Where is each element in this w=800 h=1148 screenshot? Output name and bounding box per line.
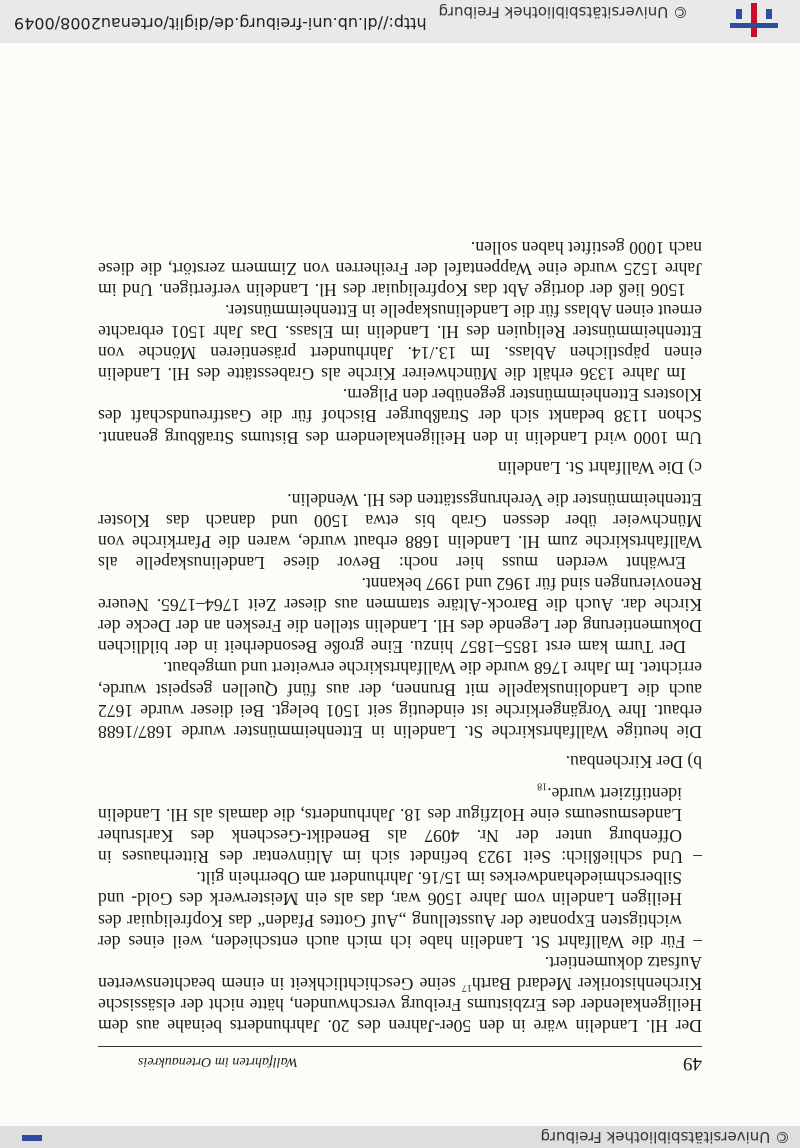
paragraph-kirchenbau: Die heutige Wallfahrtskirche St. Landelin in Ettenheimmünster wurde 1687/1688 erbaut. Ihre Vorgängerkirche ist eindeutig seit 1501 belegt. Bei dieser wurde 1672 auch die Landolinuskapelle mit Brunnen, der aus fünf Quellen gespeist wurde, errichtet. Im Jahre 1768 wurde die Wallfahrtskirche erweitert und umgebaut. [98,658,702,742]
footer-library-credit: © Universitätsbibliothek Freiburg [438,3,688,21]
page-number: 49 [683,1053,702,1074]
paragraph-intro: Der Hl. Landelin wäre in den 50er-Jahren des 20. Jahrhunderts beinahe aus dem Heiligenkalender des Erzbistums Freiburg verschwunden, hätte nicht der elsässische Kirchenhistoriker Medard Barth$^{17}$ seine Geschichtlichkeit in einem beachtenswerten Aufsatz dokumentiert. [98,952,702,1036]
paragraph-erwaehnt: Erwähnt werden muss hier noch: Bevor diese Landelinuskapelle als Wallfahrtskirche zum Hl. Landelin 1688 erbaut wurde, waren die Pfarrkirche von Münchweier über dessen Grab bis etwa 1500 und danach das Kloster Ettenheimmünster die Verehrungsstätten des Hl. Wendelin. [98,489,702,574]
footnote-ref-18: 18 [537,780,548,792]
header-library-credit: © Universitätsbibliothek Freiburg [540,1128,790,1146]
logo-fragment [22,1135,42,1141]
source-url-link[interactable]: http://dl.ub.uni-freiburg.de/diglit/ortenau2008/0049 [14,14,427,33]
section-heading-wallfahrt: c) Die Wallfahrt St. Landelin [498,457,702,478]
paragraph-1336: Im Jahre 1336 erhält die Münchweirer Kirche als Grabesstätte des Hl. Landelin einen päpstlichen Ablass. Im 13./14. Jahrhundert präsentieren Mönche von Ettenheimmünster Reliquien des Hl. Landelin im Elsass. Das Jahr 1501 erbrachte erneut einen Ablass für die Landelinuskapelle in Ettenheimmünster. [98,301,702,385]
header-rule [98,1046,702,1047]
paragraph-1506: 1506 ließ der dortige Abt das Kopfreliquiar des Hl. Landelin verfertigen. Und im Jahre 1525 wurde eine Wappentafel der Freiherren von Zimmern zerstört, die diese nach 1000 gestiftet haben sollen. [98,237,702,300]
article-body [98,237,702,1036]
footnote-ref-17: 17 [461,981,472,993]
bullet-kopfreliquiar: – Für die Wallfahrt St. Landelin habe ich mich auch entschieden, weil eines der wichtigsten Exponate der Ausstellung „Auf Gottes Pfaden“ das Kopfreliquiar des Heiligen Landelin vom Jahre 1506 war, das als ein Meisterwerk des Gold- und Silberschmiedehandwerkes im 15/16. Jahrhundert am Oberrhein gilt. [98,868,702,952]
bullet-holzfigur: – Und schließlich: Seit 1923 befindet sich im Altinventar des Ritterhauses in Offenburg unter der Nr. 4097 als Benedikt-Geschenk des Karlsruher Landesmuseums eine Holzfigur des 18. Jahrhunderts, die damals als Hl. Landelin identifiziert $wurde._{18}$ [98,780,702,868]
footer-bar [0,0,800,43]
paragraph-turm: Der Turm kam erst 1855–1857 hinzu. Eine große Besonderheit in der bildlichen Dokumentierung der Legende des Hl. Landelin stellen die Fresken an der Decke der Kirche dar. Auch die Barock-Altäre stammen aus dieser Zeit 1764–1765. Neuere Renovierungen sind für 1962 und 1997 bekannt. [98,574,702,658]
section-heading-kirchenbau: b) Der Kirchenbau. [565,751,702,772]
header-strip [0,1126,800,1148]
paragraph-um-1000: Um 1000 wird Landelin in den Heiligenkalendern des Bistums Straßburg genannt. Schon 1138 bedankt sich der Straßburger Bischof für die Gastfreundschaft des Klosters Ettenheimmünster gegenüber den Pilgern. [98,385,702,448]
running-head: Wallfahrten im Ortenaukreis [138,1054,298,1069]
university-logo [730,3,778,37]
